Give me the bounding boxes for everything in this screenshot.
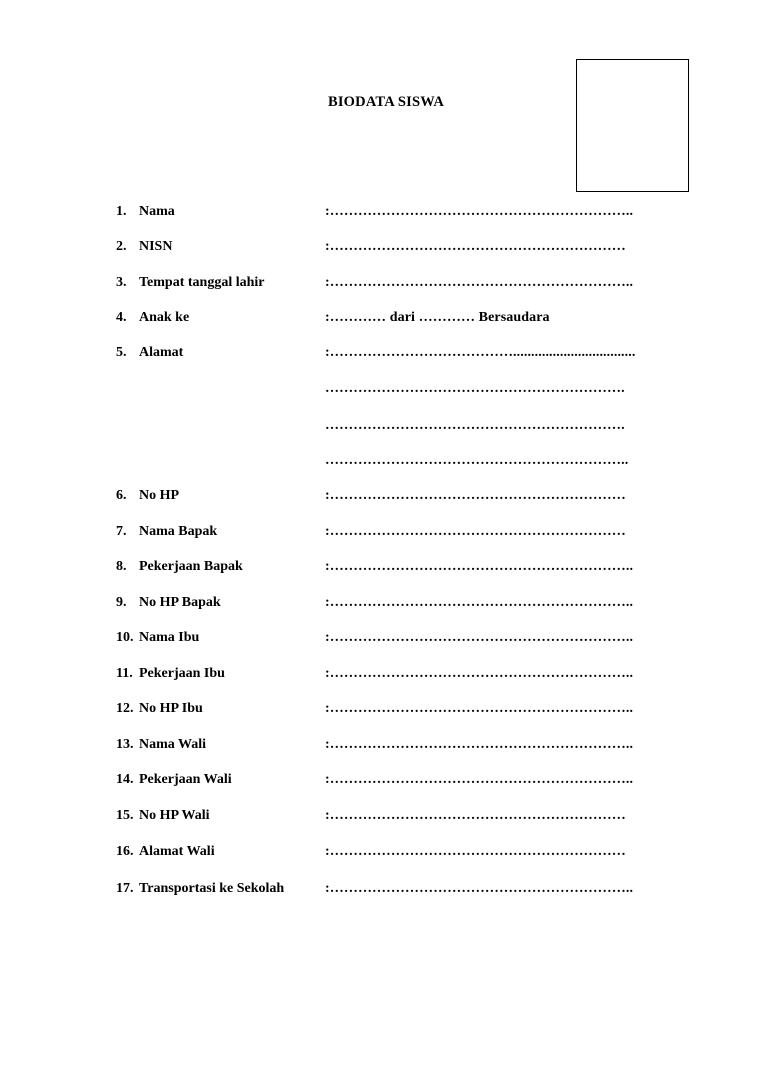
field-label-text: Pekerjaan Ibu [139, 666, 225, 681]
form-row-transportasi [0, 879, 768, 899]
field-label-text: Tempat tanggal lahir [139, 275, 265, 290]
field-number: 12. [116, 701, 134, 716]
field-number: 5. [116, 345, 127, 360]
field-number: 4. [116, 310, 127, 325]
form-row-anak-ke [0, 308, 768, 328]
form-row-nisn [0, 237, 768, 257]
field-number: 13. [116, 737, 134, 752]
field-label [116, 486, 179, 506]
field-label [116, 557, 243, 577]
field-number: 14. [116, 772, 134, 787]
field-value: :………………………………….................................. [325, 345, 636, 360]
field-label-text: Alamat Wali [139, 844, 215, 859]
form-row-alamat [0, 343, 768, 363]
field-label [116, 664, 225, 684]
form-row-pekerjaan-wali [0, 770, 768, 790]
field-value: ……………………………………………………….. [325, 453, 629, 468]
field-label [116, 806, 210, 826]
field-number: 15. [116, 808, 134, 823]
form-row-alamat-line-3 [0, 416, 768, 436]
field-value: :……………………………………………………… [325, 844, 626, 859]
field-number: 2. [116, 239, 127, 254]
field-value: :……………………………………………………….. [325, 881, 634, 896]
form-row-pekerjaan-bapak [0, 557, 768, 577]
field-value: :……………………………………………………….. [325, 701, 634, 716]
field-value: :……………………………………………………… [325, 524, 626, 539]
field-label [116, 735, 206, 755]
form-row-no-hp-wali [0, 806, 768, 826]
field-label-text: No HP [139, 488, 180, 503]
form-row-pekerjaan-ibu [0, 664, 768, 684]
field-label-text: NISN [139, 239, 173, 254]
page-title: BIODATA SISWA [327, 94, 445, 110]
field-number: 6. [116, 488, 127, 503]
field-label [116, 202, 175, 222]
field-value: ………………………………………………………. [325, 418, 625, 433]
field-label [116, 842, 215, 862]
form-row-alamat-line-2 [0, 379, 768, 399]
form-row-nama-bapak [0, 522, 768, 542]
form-row-nama-wali [0, 735, 768, 755]
field-label-text: Pekerjaan Wali [139, 772, 232, 787]
form-row-nama-ibu [0, 628, 768, 648]
field-value: :……………………………………………………….. [325, 275, 634, 290]
form-row-alamat-line-4 [0, 451, 768, 471]
field-value: :……………………………………………………… [325, 488, 626, 503]
field-value: :……………………………………………………….. [325, 559, 634, 574]
field-label [116, 699, 203, 719]
field-value: :……………………………………………………….. [325, 666, 634, 681]
field-label-text: Nama Bapak [139, 524, 218, 539]
field-value: :……………………………………………………….. [325, 630, 634, 645]
form-row-tempat-tanggal-lahir [0, 273, 768, 293]
field-label-text: Nama Ibu [139, 630, 200, 645]
field-label-text: No HP Bapak [139, 595, 221, 610]
field-label-text: No HP Wali [139, 808, 210, 823]
field-label [116, 522, 217, 542]
form-row-no-hp [0, 486, 768, 506]
field-value: :……………………………………………………….. [325, 595, 634, 610]
field-label [116, 308, 189, 328]
field-value: :……………………………………………………… [325, 239, 626, 254]
field-value: :……………………………………………………….. [325, 772, 634, 787]
form-row-no-hp-bapak [0, 593, 768, 613]
photo-box [576, 59, 689, 192]
field-number: 8. [116, 559, 127, 574]
field-label [116, 343, 183, 363]
field-value: :……………………………………………………… [325, 808, 626, 823]
field-label [116, 879, 284, 899]
field-value: :……………………………………………………….. [325, 737, 634, 752]
field-number: 11. [116, 666, 133, 681]
field-label [116, 593, 221, 613]
field-label [116, 237, 172, 257]
field-number: 1. [116, 204, 127, 219]
field-label-text: Alamat [139, 345, 184, 360]
field-label-text: Nama Wali [139, 737, 207, 752]
field-value: ………………………………………………………. [325, 381, 625, 396]
form-row-no-hp-ibu [0, 699, 768, 719]
field-label-text: Pekerjaan Bapak [139, 559, 243, 574]
field-label-text: Transportasi ke Sekolah [139, 881, 285, 896]
field-label-text: Nama [139, 204, 175, 219]
field-number: 3. [116, 275, 127, 290]
field-label [116, 628, 199, 648]
field-label-text: No HP Ibu [139, 701, 203, 716]
field-number: 7. [116, 524, 127, 539]
field-value: :……………………………………………………….. [325, 204, 634, 219]
field-label [116, 770, 232, 790]
field-label [116, 273, 265, 293]
form-row-alamat-wali [0, 842, 768, 862]
field-number: 16. [116, 844, 134, 859]
field-number: 17. [116, 881, 134, 896]
field-number: 9. [116, 595, 127, 610]
field-number: 10. [116, 630, 134, 645]
field-label-text: Anak ke [139, 310, 190, 325]
field-value: :………… dari ………… Bersaudara [325, 310, 550, 325]
form-row-nama [0, 202, 768, 222]
